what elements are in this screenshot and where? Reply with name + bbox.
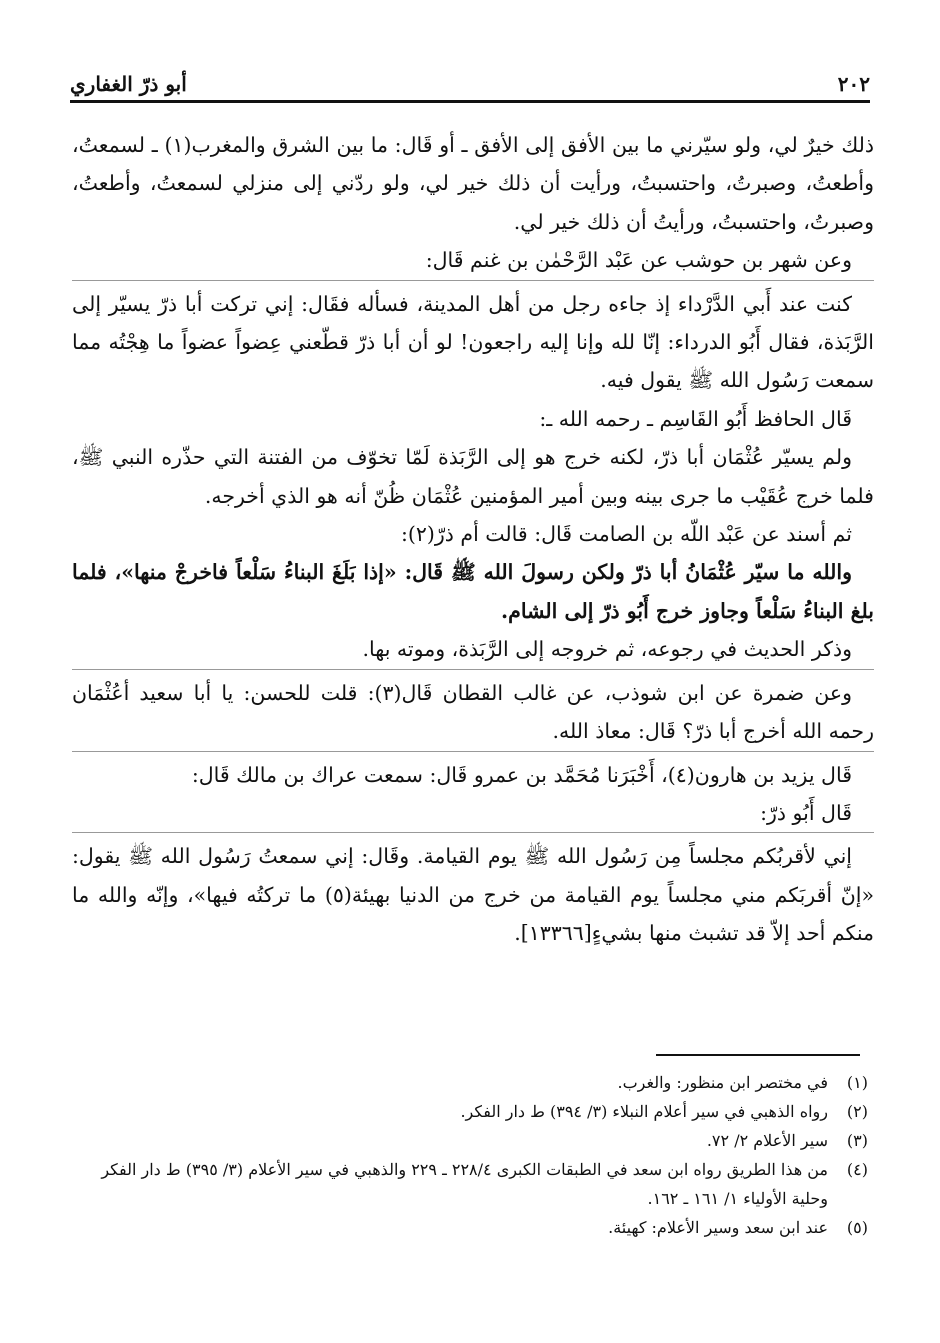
footnote-number: (٢) [846,1102,868,1121]
paragraph: وعن ضمرة عن ابن شوذب، عن غالب القطان قَال(٣): قلت للحسن: يا أبا سعيد أعُثْمَان رحمه الله أخرج أبا ذرّ؟ قَال: معاذ الله. [72,680,874,744]
paragraph: ذلك خيرٌ لي، ولو سيّرني ما بين الأفق إلى الأفق ـ أو قَال: ما بين الشرق والمغرب(١) ـ لسمعتُ، وأطعتُ، وصبرتُ، واحتسبتُ، ورأيت أن ذلك خير لي، ولو ردّني إلى منزلي لسمعتُ، وأطعتُ، وصبرتُ، واحتسبتُ، ورأيتُ أن ذلك خير لي. [72,133,874,234]
page-number: ٢٠٢ [837,72,870,96]
paragraph: كنت عند أَبي الدَّرْداء إذ جاءه رجل من أهل المدينة، فسأله فقَال: إني تركت أبا ذرّ يسيّر إلى الرَّبَذة، فقال أَبُو الدرداء: إنّا لله وإنا إليه راجعون! لو أن أبا ذرّ قطّعني عِضواً عضواً ما هِجْتُه مما سمعت رَسُول الله ﷺ يقول فيه. [72,291,874,393]
footnote-number: (٤) [846,1160,868,1179]
footnote-text: في مختصر ابن منظور: والغرب. [617,1073,828,1092]
divider [72,669,874,670]
footnote-text: رواه الذهبي في سير أعلام النبلاء (٣/ ٣٩٤) ط دار الفكر. [460,1102,828,1121]
divider [72,751,874,752]
footnote [72,1213,868,1242]
footnote [72,1097,868,1126]
header-rule [70,100,870,103]
footnote-number: (٥) [846,1218,868,1237]
paragraph: ثم أسند عن عَبْد اللّه بن الصامت قَال: قالت أم ذرّ(٢): [400,522,852,547]
footnote-text: سير الأعلام ٢/ ٧٢. [706,1131,828,1150]
divider [72,832,874,833]
footnote-text: عند ابن سعد وسير الأعلام: كهيئة. [608,1218,828,1237]
paragraph: قَال أَبُو ذرّ: [760,800,852,825]
footnote [72,1155,868,1213]
footnote-text: من هذا الطريق رواه ابن سعد في الطبقات الكبرى ٢٢٨/٤ ـ ٢٢٩ والذهبي في سير الأعلام (٣/ ٣٩٥) ط دار الفكر وحلية الأولياء ١/ ١٦١ ـ ١٦٢. [101,1160,828,1208]
divider [72,280,874,281]
footnotes [72,1068,868,1242]
page-header [70,60,870,96]
paragraph: قَال يزيد بن هارون(٤)، أَخْبَرَنا مُحَمَّد بن عمرو قَال: سمعت عراك بن مالك قَال: [191,762,852,787]
main-text [72,126,874,953]
paragraph: ولم يسيّر عُثْمَان أبا ذرّ، لكنه خرج هو إلى الرَّبَذة لَمّا تخوّف من الفتنة التي حذّره النبي ﷺ، فلما خرج عُقَيْب ما جرى بينه وبين أمير المؤمنين عُثْمَان ظُنّ أنه هو الذي أخرجه. [72,445,874,508]
paragraph: والله ما سيّر عُثْمَانُ أبا ذرّ ولكن رسولَ الله ﷺ قَال: «إذا بَلَغَ البناءُ سَلْعاً فاخرجْ منها»، فلما بلغ البناءُ سَلْعاً وجاوز خرج أَبُو ذرّ إلى الشام. [72,560,874,623]
footnote-rule [656,1054,860,1056]
footnote-number: (١) [846,1073,868,1092]
paragraph: إني لأقربُكم مجلساً مِن رَسُول الله ﷺ يوم القيامة. وقَال: إني سمعتُ رَسُول الله ﷺ يقول: «إنّ أقربَكم مني مجلساً يوم القيامة من خرج من الدنيا بهيئة(٥) ما تركتُه فيها»، وإنّه والله ما منكم أحد إلاّ قد تشبث منها بشيءٍ[١٣٣٦٦]. [72,844,874,946]
footnote-number: (٣) [846,1131,868,1150]
footnote [72,1126,868,1155]
paragraph: وعن شهر بن حوشب عن عَبْد الرَّحْمٰن بن غنم قَال: [425,248,852,273]
footnote [72,1068,868,1097]
paragraph: قَال الحافظ أَبُو القَاسِم ـ رحمه الله ـ: [539,406,852,431]
running-title: أبو ذرّ الغفاري [70,72,187,96]
paragraph: وذكر الحديث في رجوعه، ثم خروجه إلى الرَّبَذة، وموته بها. [362,637,852,662]
